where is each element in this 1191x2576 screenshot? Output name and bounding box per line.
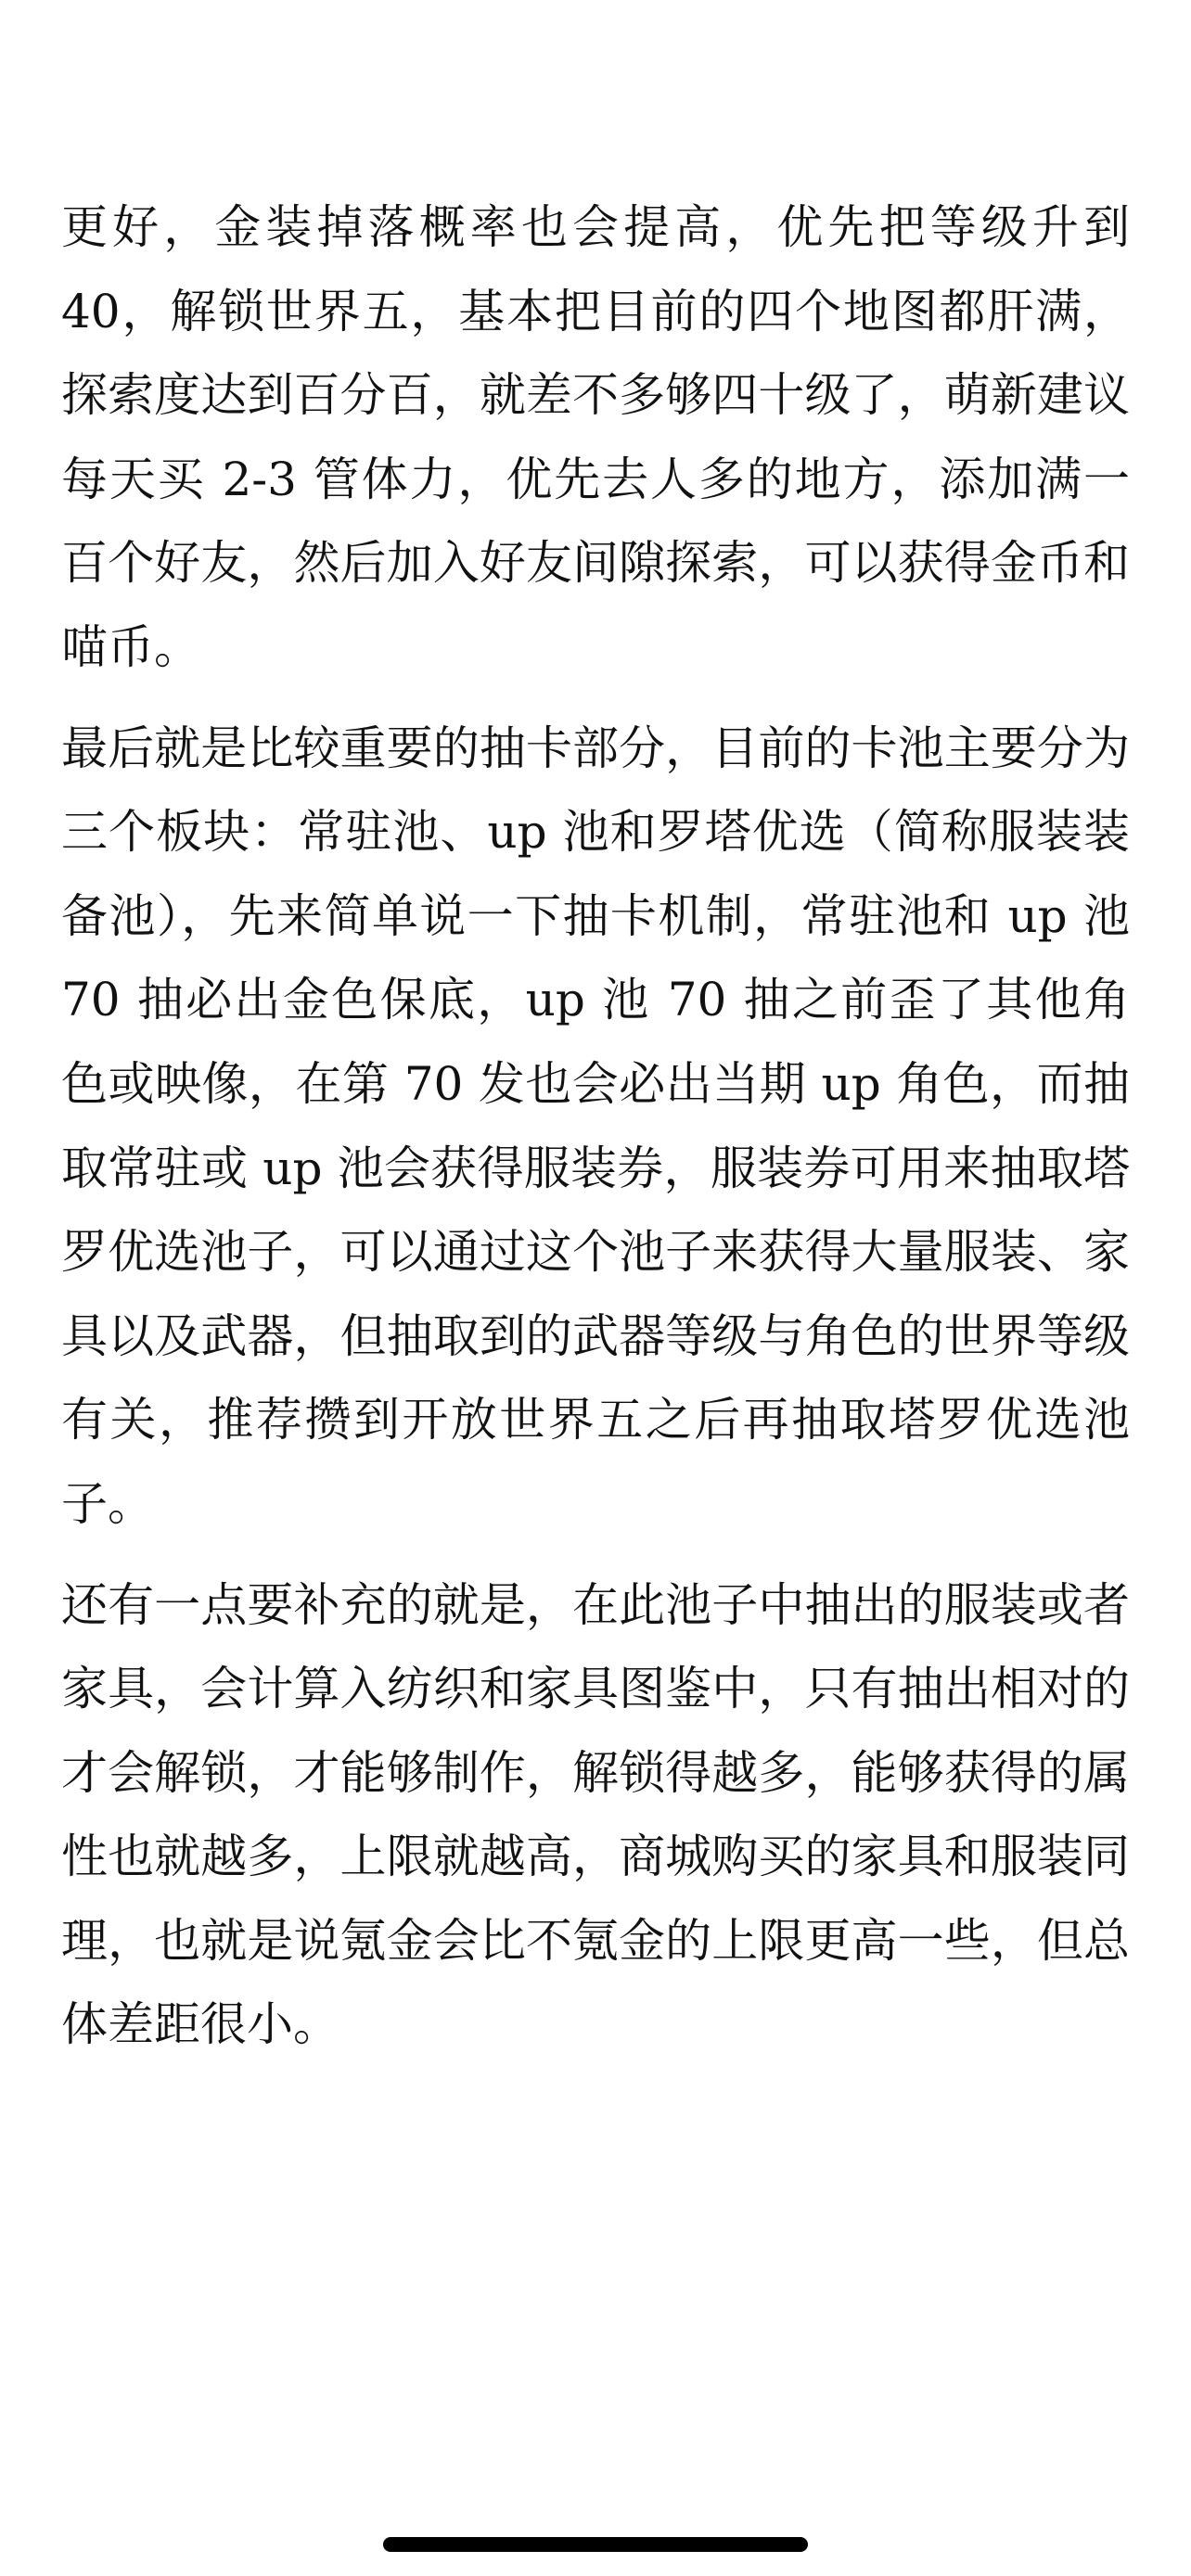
paragraph-collection: 还有一点要补充的就是，在此池子中抽出的服装或者家具，会计算入纺织和家具图鉴中，只有抽出相对的才会解锁，才能够制作，解锁得越多，能够获得的属性也就越多，上限就越高，商城购买的家具和服装同理，也就是说氪金会比不氪金的上限更高一些，但总体差距很小。 [61,1577,1130,2052]
paragraph-leveling: 更好，金装掉落概率也会提高，优先把等级升到 40，解锁世界五，基本把目前的四个地图都肝满，探索度达到百分百，就差不多够四十级了，萌新建议每天买 2-3 管体力，优先去人多的地方，添加满一百个好友，然后加入好友间隙探索，可以获得金币和喵币。 [61,200,1130,674]
article-body [61,185,1130,2084]
home-indicator[interactable] [383,2537,808,2552]
paragraph-gacha-pools: 最后就是比较重要的抽卡部分，目前的卡池主要分为三个板块：常驻池、up 池和罗塔优选（简称服装装备池），先来简单说一下抽卡机制，常驻池和 up 池 70 抽必出金色保底，up 池 70 抽之前歪了其他角色或映像，在第 70 发也会必出当期 up 角色，而抽取常驻或 up 池会获得服装券，服装券可用来抽取塔罗优选池子，可以通过这个池子来获得大量服装、家具以及武器，但抽取到的武器等级与角色的世界等级有关，推荐攒到开放世界五之后再抽取塔罗优选池子。 [61,721,1130,1531]
